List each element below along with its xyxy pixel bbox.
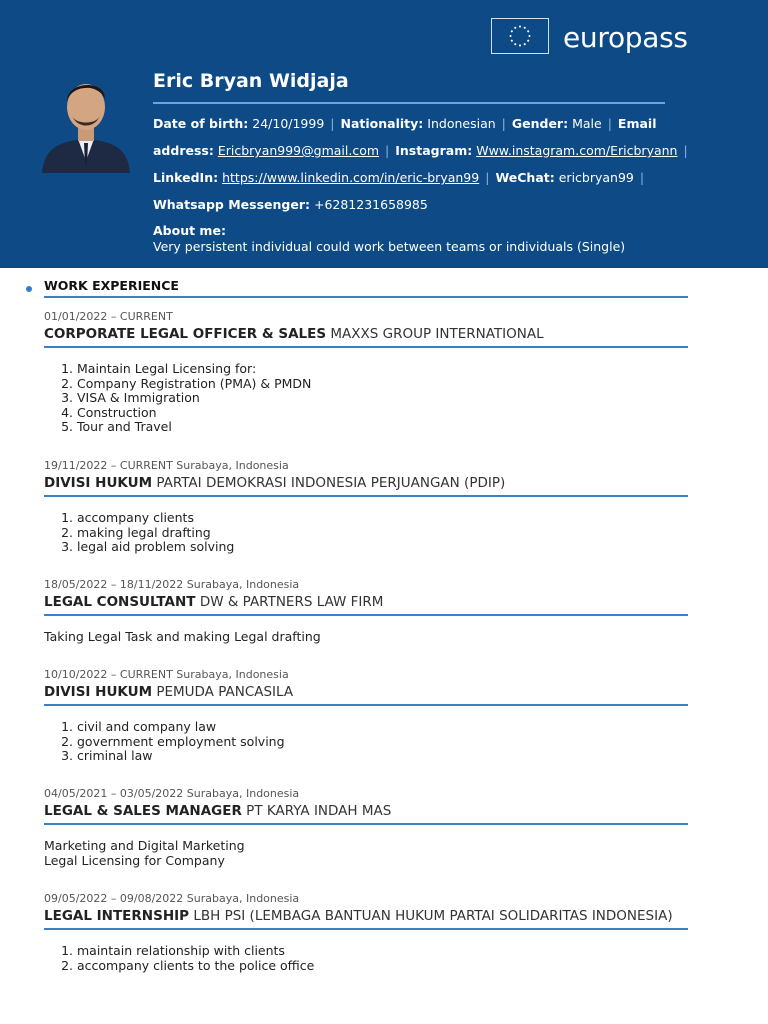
job-duties-list — [44, 720, 688, 764]
separator: | — [485, 170, 490, 185]
job-title — [44, 683, 688, 702]
gender-label: Gender: — [511, 116, 569, 131]
job-entry — [44, 310, 688, 435]
info-line-1 — [153, 115, 693, 132]
whatsapp-label: Whatsapp Messenger: — [153, 197, 310, 212]
info-line-2 — [153, 142, 693, 159]
job-org: PARTAI DEMOKRASI INDONESIA PERJUANGAN (PDIP) — [156, 475, 506, 491]
separator: | — [330, 116, 335, 131]
gender-value: Male — [572, 116, 602, 131]
job-role: DIVISI HUKUM — [44, 475, 153, 491]
eu-flag-icon — [491, 18, 549, 54]
description-line: Legal Licensing for Company — [44, 852, 225, 868]
section-bullet-icon — [26, 286, 32, 292]
job-role: LEGAL INTERNSHIP — [44, 908, 190, 924]
job-divider — [44, 614, 688, 616]
separator: | — [607, 116, 612, 131]
nationality-label: Nationality: — [340, 116, 424, 131]
job-divider — [44, 346, 688, 348]
list-item: 2. government employment solving — [77, 735, 688, 750]
job-date: 04/05/2021 – 03/05/2022 Surabaya, Indonesia — [44, 787, 300, 800]
email-label-end: address: — [153, 143, 214, 158]
header-banner — [0, 0, 768, 268]
job-role: DIVISI HUKUM — [44, 684, 153, 700]
list-item: 1. maintain relationship with clients — [77, 944, 688, 959]
whatsapp-value: +6281231658985 — [313, 197, 428, 212]
list-item: 3. VISA & Immigration — [77, 391, 688, 406]
section-divider — [44, 296, 688, 298]
list-item: 4. Construction — [77, 406, 688, 421]
job-org: MAXXS GROUP INTERNATIONAL — [330, 326, 544, 342]
description-line: Marketing and Digital Marketing — [44, 838, 245, 853]
job-duties-list — [44, 511, 688, 555]
job-divider — [44, 823, 688, 825]
job-date: 19/11/2022 – CURRENT Surabaya, Indonesia — [44, 459, 289, 472]
job-entry — [44, 578, 688, 645]
job-role: CORPORATE LEGAL OFFICER & SALES — [44, 326, 327, 342]
separator: | — [501, 116, 506, 131]
job-role: LEGAL & SALES MANAGER — [44, 803, 242, 819]
job-date: 01/01/2022 – CURRENT — [44, 310, 173, 323]
linkedin-link[interactable]: https://www.linkedin.com/in/eric-bryan99 — [222, 170, 480, 185]
name-divider — [153, 102, 665, 104]
list-item: 2. making legal drafting — [77, 526, 688, 541]
job-entry — [44, 459, 688, 555]
job-date: 09/05/2022 – 09/08/2022 Surabaya, Indonesia — [44, 892, 300, 905]
job-org: PT KARYA INDAH MAS — [246, 803, 392, 819]
job-title — [44, 907, 688, 926]
about-label: About me: — [153, 223, 226, 238]
job-org: LBH PSI (LEMBAGA BANTUAN HUKUM PARTAI SOLIDARITAS INDONESIA) — [193, 908, 673, 924]
email-label-start: Email — [617, 116, 657, 131]
nationality-value: Indonesian — [427, 116, 496, 131]
job-entry — [44, 787, 688, 868]
job-org: DW & PARTNERS LAW FIRM — [199, 594, 384, 610]
job-entry — [44, 668, 688, 764]
email-link[interactable]: Ericbryan999@gmail.com — [217, 143, 380, 158]
info-line-4 — [153, 196, 693, 213]
instagram-link[interactable]: Www.instagram.com/Ericbryann — [476, 143, 678, 158]
list-item: 1. accompany clients — [77, 511, 688, 526]
instagram-label: Instagram: — [395, 143, 473, 158]
separator: | — [683, 143, 688, 158]
separator: | — [385, 143, 390, 158]
dob-label: Date of birth: — [153, 116, 249, 131]
linkedin-label: LinkedIn: — [153, 170, 219, 185]
list-item: 1. civil and company law — [77, 720, 688, 735]
list-item: 1. Maintain Legal Licensing for: — [77, 362, 688, 377]
wechat-label: WeChat: — [495, 170, 555, 185]
about-text: Very persistent individual could work between teams or individuals (Single) — [153, 239, 626, 254]
wechat-value: ericbryan99 — [558, 170, 634, 185]
job-title — [44, 474, 688, 493]
job-entry — [44, 892, 688, 973]
list-item: 2. accompany clients to the police office — [77, 959, 688, 974]
job-description — [44, 839, 688, 868]
job-duties-list — [44, 362, 688, 435]
job-divider — [44, 495, 688, 497]
job-divider — [44, 928, 688, 930]
job-date: 10/10/2022 – CURRENT Surabaya, Indonesia — [44, 668, 289, 681]
europass-logo: europass — [563, 21, 688, 54]
job-description: Taking Legal Task and making Legal drafting — [44, 629, 321, 644]
list-item: 3. legal aid problem solving — [77, 540, 688, 555]
full-name: Eric Bryan Widjaja — [153, 70, 349, 92]
list-item: 5. Tour and Travel — [77, 420, 688, 435]
job-org: PEMUDA PANCASILA — [156, 684, 294, 700]
job-title — [44, 593, 688, 612]
job-role: LEGAL CONSULTANT — [44, 594, 196, 610]
dob-value: 24/10/1999 — [252, 116, 325, 131]
job-title — [44, 802, 688, 821]
list-item: 2. Company Registration (PMA) & PMDN — [77, 377, 688, 392]
job-divider — [44, 704, 688, 706]
list-item: 3. criminal law — [77, 749, 688, 764]
job-title — [44, 325, 688, 344]
work-experience-heading: WORK EXPERIENCE — [44, 278, 179, 293]
profile-photo — [40, 69, 132, 173]
job-date: 18/05/2022 – 18/11/2022 Surabaya, Indonesia — [44, 578, 300, 591]
info-line-3 — [153, 169, 693, 186]
separator: | — [639, 170, 645, 185]
job-duties-list — [44, 944, 688, 973]
